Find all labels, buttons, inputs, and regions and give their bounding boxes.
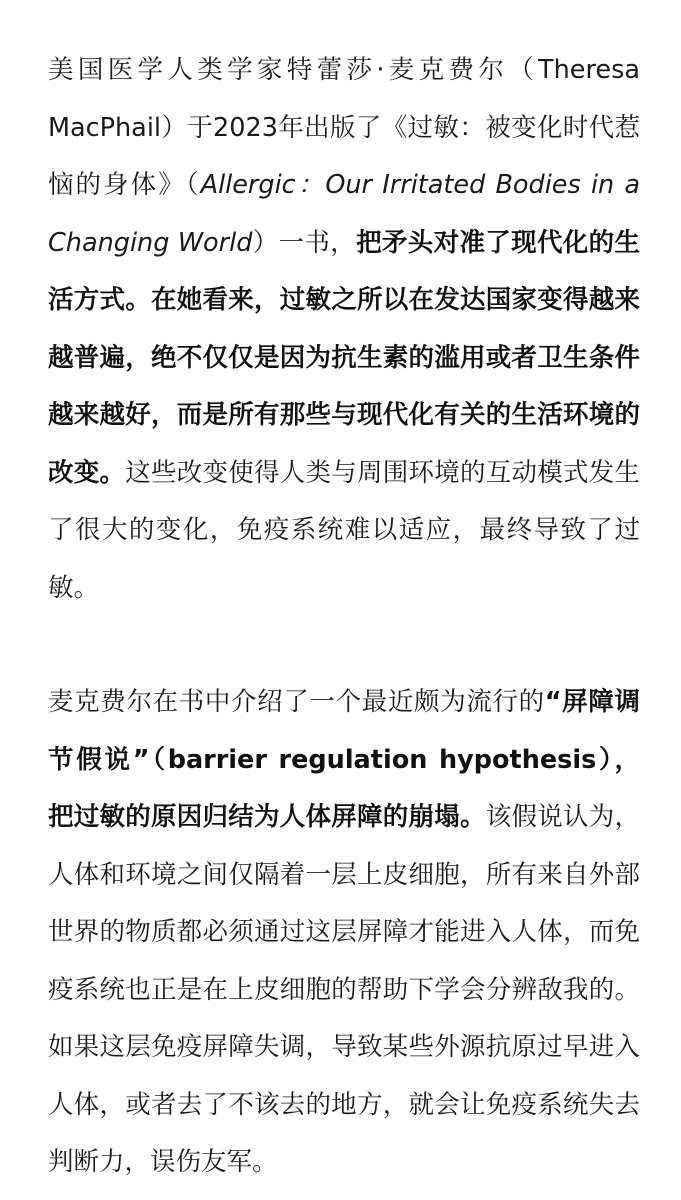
paragraph-1-text-a: 美国医学人类学家特蕾莎·麦克费尔（Theresa MacPhail）于2023年出版了《过敏：被变化时代惹恼的身体》（ xyxy=(48,55,640,200)
paragraph-1-bold-text: 把矛头对准了现代化的生活方式。在她看来，过敏之所以在发达国家变得越来越普遍，绝不仅仅是因为抗生素的滥用或者卫生条件越来越好，而是所有那些与现代化有关的生活环境的改变。 xyxy=(48,227,640,488)
article-body xyxy=(48,42,640,1192)
paragraph-2-bold-text: “屏障调节假说”（barrier regulation hypothesis），把过敏的原因归结为人体屏障的崩塌。 xyxy=(48,687,640,832)
book-title-english: Allergic：Our Irritated Bodies in a Changing World xyxy=(48,170,640,258)
paragraph-1-text-b: ）一书， xyxy=(252,227,357,258)
paragraph-1 xyxy=(48,42,640,617)
paragraph-2-text-a: 麦克费尔在书中介绍了一个最近颇为流行的 xyxy=(48,687,545,717)
paragraph-2 xyxy=(48,674,640,1192)
paragraph-1-text-c: 这些改变使得人类与周围环境的互动模式发生了很大的变化，免疫系统难以适应，最终导致了过敏。 xyxy=(48,457,640,603)
paragraph-2-text-b: 该假说认为，人体和环境之间仅隔着一层上皮细胞，所有来自外部世界的物质都必须通过这层屏障才能进入人体，而免疫系统也正是在上皮细胞的帮助下学会分辨敌我的。如果这层免疫屏障失调，导致某些外源抗原过早进入人体，或者去了不该去的地方，就会让免疫系统失去判断力，误伤友军。 xyxy=(48,802,640,1177)
